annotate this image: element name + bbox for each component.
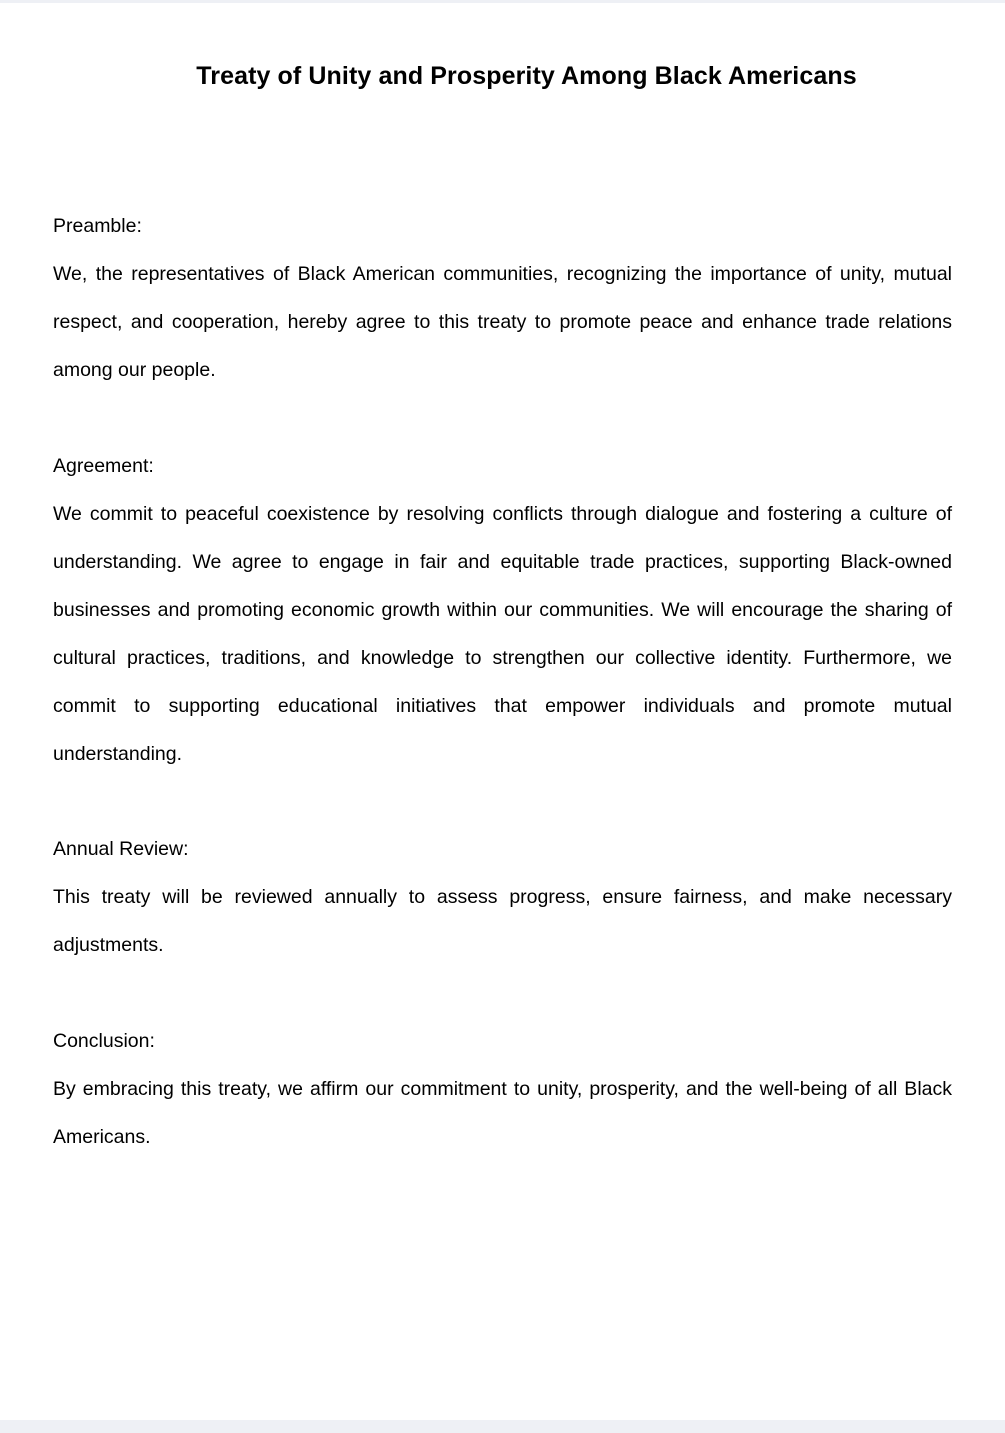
document-page [0,3,1005,1420]
section-body: We commit to peaceful coexistence by resolving conflicts through dialogue and fostering a culture of understanding. We agree to engage in fair and equitable trade practices, supporting Black-owned businesses and promoting economic growth within our communities. We will encourage the sharing of cultural practices, traditions, and knowledge to strengthen our collective identity. Furthermore, we commit to supporting educational initiatives that empower individuals and promote mutual understanding. [53,502,952,765]
section-preamble [53,202,952,394]
section-body: We, the representatives of Black American communities, recognizing the importance of unity, mutual respect, and cooperation, hereby agree to this treaty to promote peace and enhance trade relations among our people. [53,263,952,381]
section-heading: Agreement: [53,454,154,477]
section-heading: Annual Review: [53,838,189,860]
section-body: By embracing this treaty, we affirm our commitment to unity, prosperity, and the well-being of all Black Americans. [53,1077,952,1148]
section-agreement [53,442,952,778]
section-heading: Preamble: [53,215,142,237]
document-content [53,202,952,1208]
section-conclusion [53,1017,952,1161]
document-title: Treaty of Unity and Prosperity Among Black Americans [196,62,857,90]
section-annual-review [53,825,952,969]
section-heading: Conclusion: [53,1029,155,1052]
section-body: This treaty will be reviewed annually to assess progress, ensure fairness, and make necessary adjustments. [53,886,952,956]
